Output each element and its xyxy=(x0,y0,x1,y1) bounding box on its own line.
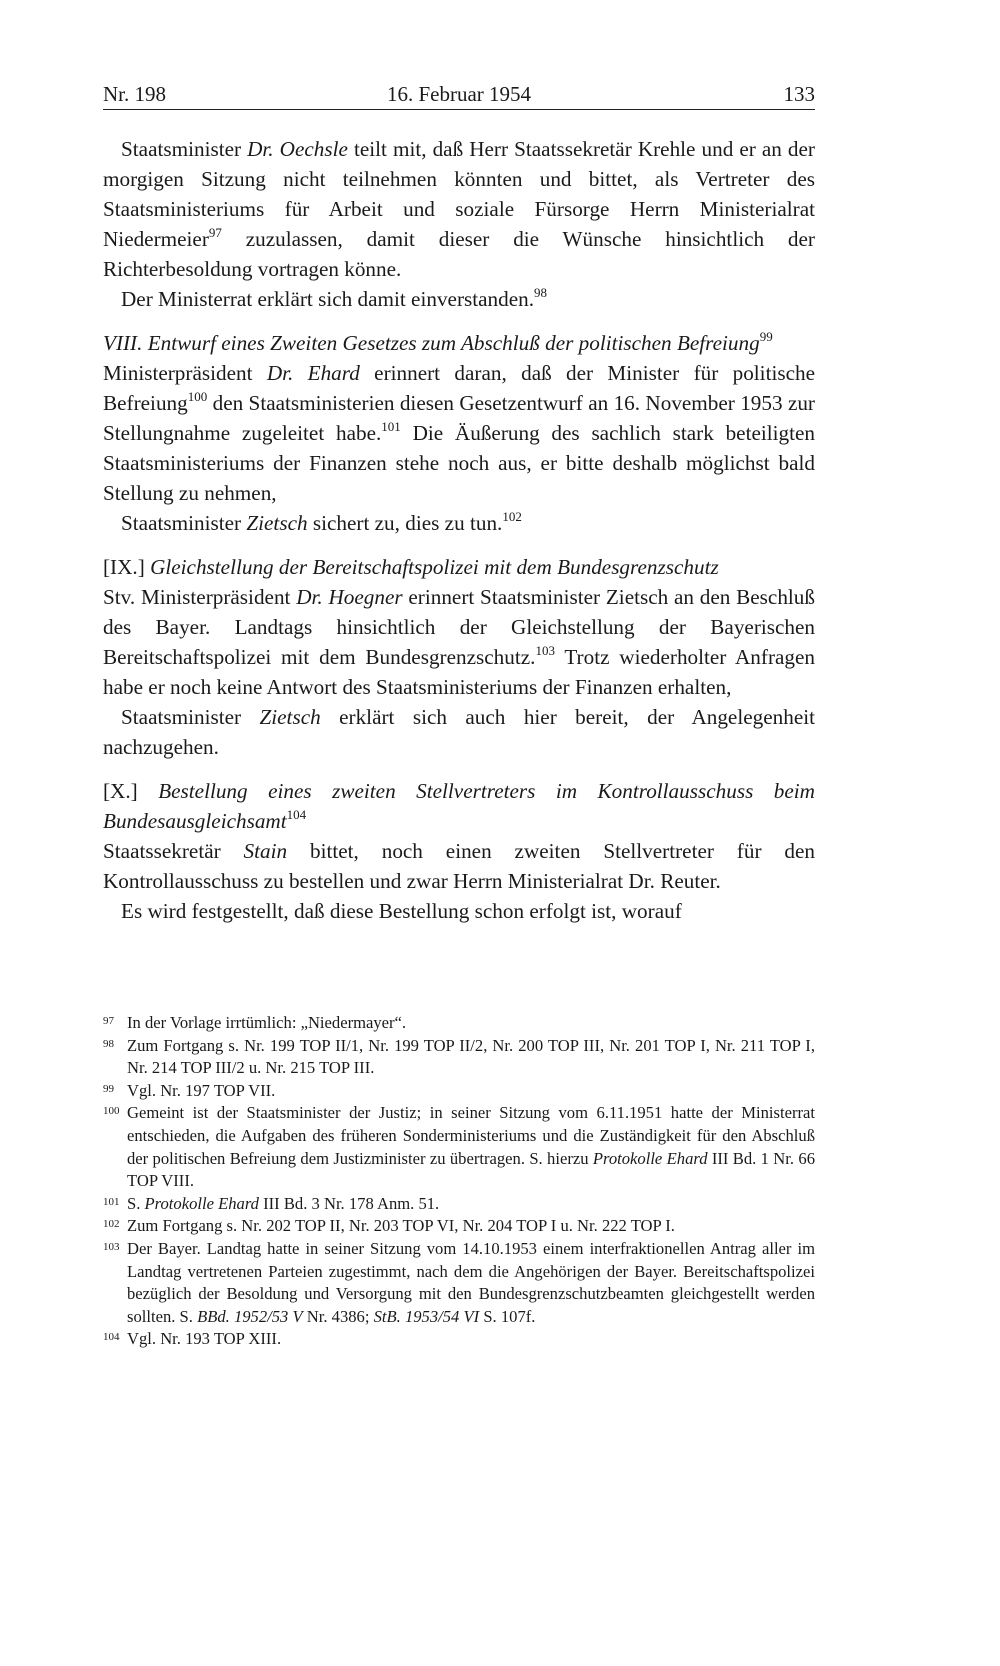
text: Staatsminister xyxy=(121,511,247,535)
footnote-number: 101 xyxy=(103,1195,120,1208)
footnote-text: S. 107f. xyxy=(479,1306,536,1326)
heading-number: [IX.] xyxy=(103,555,151,579)
text: Staatsminister xyxy=(121,705,260,729)
heading-text: Bestellung eines zweiten Stellvertreters im Kontrollausschuss beim Bundesausgleichsamt xyxy=(103,779,815,833)
document-number: Nr. 198 xyxy=(103,82,166,106)
footnote-text: Gemeint ist der Staatsminister der Justiz; in seiner Sitzung vom 6.11.1951 hatte der Ministerrat entschieden, die Aufgaben des früheren Sonderministeriums und die Zuständigkeit für den Abschluß der politischen Befreiung dem Justizminister zu übertragen. S. hierzu xyxy=(127,1103,815,1168)
footnote-text: Nr. 4386; xyxy=(302,1306,374,1326)
footnote-text: Vgl. Nr. 193 TOP XIII. xyxy=(127,1329,282,1349)
paragraph xyxy=(103,582,815,702)
footnote-101 xyxy=(103,1193,815,1216)
text: Trotz wiederholter Anfragen habe er noch keine Antwort des Staatsministeriums der Finanzen erhalten, xyxy=(103,645,815,699)
paragraph xyxy=(103,836,815,896)
footnote-number: 97 xyxy=(103,1015,114,1027)
text: teilt mit, daß Herr Staatssekretär Krehle und er an der morgigen Sitzung nicht teilnehmen könnten und bittet, als Vertreter des Staatsministeriums für Arbeit und soziale Fürsorge Herrn Ministerialrat Niedermeier xyxy=(103,137,815,251)
heading-number: [X.] xyxy=(103,779,159,803)
person-name: Zietsch xyxy=(259,705,321,729)
footnote-98 xyxy=(103,1035,815,1080)
footnote-text: III Bd. 3 Nr. 178 Anm. 51. xyxy=(258,1193,440,1213)
text: erklärt sich auch hier bereit, der Angelegenheit nachzugehen. xyxy=(103,705,815,759)
footnote-number: 103 xyxy=(103,1240,120,1253)
document-page xyxy=(103,80,815,926)
main-text xyxy=(103,134,815,926)
text: erinnert daran, daß der Minister für politische Befreiung xyxy=(103,361,815,415)
paragraph xyxy=(103,896,815,926)
person-name: Zietsch xyxy=(246,511,308,535)
text: den Staatsministerien diesen Gesetzentwurf an 16. November 1953 zur Stellungnahme zugeleitet habe. xyxy=(103,391,815,445)
header-rule xyxy=(103,109,815,110)
footnote-text: Vgl. Nr. 197 TOP VII. xyxy=(127,1080,276,1100)
footnote-ref[interactable]: 104 xyxy=(286,806,307,822)
person-name: Dr. Hoegner xyxy=(296,585,403,609)
person-name: Stain xyxy=(243,839,288,863)
section-heading-viii xyxy=(103,328,815,358)
paragraph xyxy=(103,134,815,284)
footnote-ref[interactable]: 101 xyxy=(381,418,401,434)
heading-text: VIII. Entwurf eines Zweiten Gesetzes zum Abschluß der politischen Befreiung xyxy=(103,331,760,355)
footnote-ref[interactable]: 100 xyxy=(187,388,208,404)
footnote-102 xyxy=(103,1215,815,1238)
text: bittet, noch einen zweiten Stellvertreter für den Kontrollausschuss zu bestellen und zwar Herrn Ministerialrat Dr. Reuter. xyxy=(103,839,815,893)
source-title: StB. 1953/54 VI xyxy=(373,1306,480,1326)
footnote-100 xyxy=(103,1102,815,1192)
text: erinnert Staatsminister Zietsch an den Beschluß des Bayer. Landtags hinsichtlich der Gleichstellung der Bayerischen Bereitschaftspolizei mit dem Bundesgrenzschutz. xyxy=(103,585,815,669)
footnote-99 xyxy=(103,1080,815,1103)
running-head xyxy=(103,80,815,110)
paragraph xyxy=(103,702,815,762)
footnote-text: Zum Fortgang s. Nr. 199 TOP II/1, Nr. 199 TOP II/2, Nr. 200 TOP III, Nr. 201 TOP I, Nr. 211 TOP I, Nr. 214 TOP III/2 u. Nr. 215 TOP III. xyxy=(127,1035,815,1078)
text: Staatssekretär xyxy=(103,839,244,863)
text: Stv. Ministerpräsident xyxy=(103,585,297,609)
footnote-text: S. xyxy=(127,1193,145,1213)
source-title: Protokolle Ehard xyxy=(144,1193,259,1213)
footnote-ref[interactable]: 99 xyxy=(759,328,773,344)
footnote-ref[interactable]: 98 xyxy=(534,284,548,300)
footnote-number: 98 xyxy=(103,1037,114,1050)
text: Staatsminister xyxy=(121,137,248,161)
text: Ministerpräsident xyxy=(103,361,267,385)
footnotes xyxy=(103,1012,815,1351)
text: zuzulassen, damit dieser die Wünsche hinsichtlich der Richterbesoldung vortragen könne. xyxy=(103,227,815,281)
section-heading-ix xyxy=(103,552,815,582)
footnote-104 xyxy=(103,1328,815,1351)
footnote-text: III Bd. 1 Nr. 66 TOP VIII. xyxy=(127,1148,815,1191)
text: sichert zu, dies zu tun. xyxy=(307,511,503,535)
paragraph xyxy=(103,358,815,508)
footnote-number: 102 xyxy=(103,1218,120,1231)
footnote-number: 104 xyxy=(103,1331,120,1344)
source-title: BBd. 1952/53 V xyxy=(197,1306,303,1326)
person-name: Dr. Ehard xyxy=(266,361,360,385)
footnote-text: Der Bayer. Landtag hatte in seiner Sitzung vom 14.10.1953 einem interfraktionellen Antrag aller im Landtag vertretenen Parteien zugestimmt, nach dem die Angehörigen der Bayer. Bereitschaftspolizei bezüglich der Besoldung und Versorgung mit den Bundesgrenzschutzbeamten gleichgestellt werden sollten. S. xyxy=(127,1238,815,1326)
meeting-date: 16. Februar 1954 xyxy=(386,82,532,106)
text: Die Äußerung des sachlich stark beteiligten Staatsministeriums der Finanzen stehe noch aus, er bitte deshalb möglichst bald Stellung zu nehmen, xyxy=(103,421,816,505)
text: Der Ministerrat erklärt sich damit einverstanden. xyxy=(121,287,535,311)
footnote-ref[interactable]: 103 xyxy=(535,642,555,658)
footnote-number: 100 xyxy=(103,1105,120,1118)
section-heading-x xyxy=(103,776,815,836)
paragraph xyxy=(103,284,815,314)
footnote-97 xyxy=(103,1012,815,1035)
paragraph xyxy=(103,508,815,538)
footnote-103 xyxy=(103,1238,815,1328)
text: Es wird festgestellt, daß diese Bestellung schon erfolgt ist, worauf xyxy=(121,899,682,923)
footnote-text: Zum Fortgang s. Nr. 202 TOP II, Nr. 203 TOP VI, Nr. 204 TOP I u. Nr. 222 TOP I. xyxy=(127,1216,675,1236)
heading-text: Gleichstellung der Bereitschaftspolizei mit dem Bundesgrenzschutz xyxy=(150,555,719,579)
footnote-number: 99 xyxy=(103,1082,114,1095)
footnote-text: In der Vorlage irrtümlich: „Niedermayer“. xyxy=(127,1013,407,1032)
footnote-ref[interactable]: 102 xyxy=(502,508,522,524)
footnote-ref[interactable]: 97 xyxy=(208,224,222,240)
page-number: 133 xyxy=(783,82,815,106)
person-name: Dr. Oechsle xyxy=(247,137,348,161)
source-title: Protokolle Ehard xyxy=(592,1148,708,1168)
